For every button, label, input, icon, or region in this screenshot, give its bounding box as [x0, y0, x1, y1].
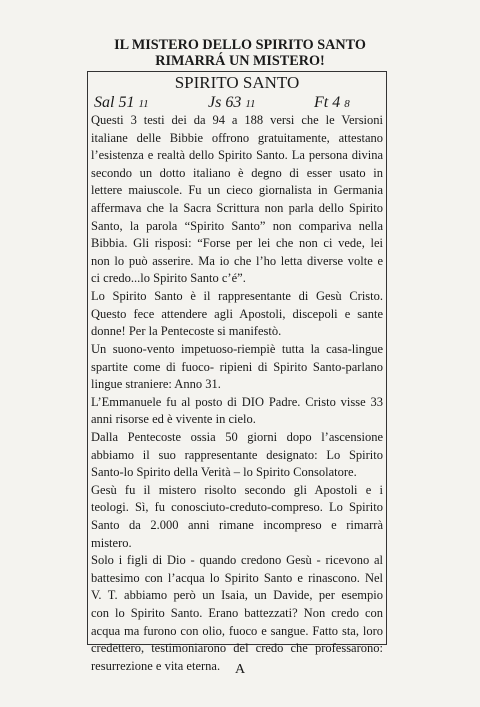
body-text	[91, 112, 383, 676]
reference-3: Ft 4 8	[314, 94, 350, 111]
text-line: acqua ma furono con olio, fuoco e sangue. Fatto sta, loro	[91, 623, 383, 638]
text-line: teologi. Sì, fu conosciuto-creduto-compreso. Lo Spirito	[91, 500, 383, 515]
text-line: ci credo...lo Spirito Santo c’é”.	[91, 271, 246, 286]
scripture-references	[88, 93, 386, 113]
text-line: battesimo con l’acqua lo Spirito Santo e rinascono. Nel	[91, 570, 383, 585]
text-line: V. T. abbiamo però un Isaia, un Davide, per esempio	[91, 588, 383, 603]
title-line-2: RIMARRÁ UN MISTERO!	[155, 53, 325, 69]
reference-2: Js 63 11	[208, 94, 256, 111]
text-line: Santo da 2.000 anni rimane incompreso e rimarrà	[91, 518, 383, 533]
text-line: donne! Per la Pentecoste si manifestò.	[91, 324, 282, 339]
text-line: affermava che la Sacra Scrittura non parla dello Spirito	[91, 201, 383, 216]
text-line: secondo un dotto italiano è degno di esser usato in	[91, 165, 383, 180]
text-line: non lo può asserire. Ma io che l’ho letta diverse volte e	[91, 253, 383, 268]
text-line: Lo Spirito Santo è il rappresentante di Gesù Cristo.	[91, 289, 383, 304]
text-line: Dalla Pentecoste ossia 50 giorni dopo l’ascensione	[91, 429, 383, 444]
text-line: Santo-lo Spirito della Verità – lo Spirito Consolatore.	[91, 465, 357, 480]
text-line: Bibbia. Gli risposi: “Forse per lei che non ci vede, lei	[91, 236, 383, 251]
text-line: Solo i figli di Dio - quando credono Gesù - ricevono al	[91, 553, 383, 568]
text-line: L’Emmanuele fu al posto di DIO Padre. Cristo visse 33	[91, 394, 383, 409]
text-line: Un suono-vento impetuoso-riempiè tutta la casa-lingue	[91, 341, 383, 356]
page-title	[0, 37, 480, 69]
text-line: resurrezione e vita eterna.	[91, 658, 221, 673]
text-line: abbiamo il suo rappresentante designato: Lo Spirito	[91, 447, 383, 462]
text-line: Santo, la parola “Spirito Santo” non compariva nella	[91, 218, 383, 233]
text-line: credettero, testimoniarono del credo che professarono:	[91, 641, 383, 656]
text-line: anni risorse ed è vivente in cielo.	[91, 412, 256, 427]
text-line: Gesù fu il mistero risolto secondo gli Apostoli e i	[91, 482, 383, 497]
text-line: l’esistenza e realtà dello Spirito Santo. La persona divina	[91, 148, 383, 163]
text-line: spartite come di fuoco- ripieni di Spirito Santo-parlano	[91, 359, 383, 374]
text-line: con lo Spirito Santo. Erano battezzati? Non credo con	[91, 606, 383, 621]
text-box	[87, 71, 387, 673]
text-line: lettere maiuscole. Fu un cieco giornalista in Germania	[91, 183, 383, 198]
text-line: mistero.	[91, 535, 132, 550]
text-line: Questi 3 testi dei da 94 a 188 versi che le Versioni	[91, 113, 383, 127]
title-line-1: IL MISTERO DELLO SPIRITO SANTO	[114, 37, 366, 53]
text-line: italiane delle Bibbie offrono gratuitamente, attestano	[91, 130, 383, 145]
box-heading: SPIRITO SANTO	[174, 73, 300, 92]
text-line: Questo fece attendere agli Apostoli, discepoli e sante	[91, 306, 383, 321]
text-line: lingue straniere: Anno 31.	[91, 377, 221, 392]
reference-1: Sal 51 11	[94, 94, 149, 111]
page-letter: A	[234, 662, 246, 677]
